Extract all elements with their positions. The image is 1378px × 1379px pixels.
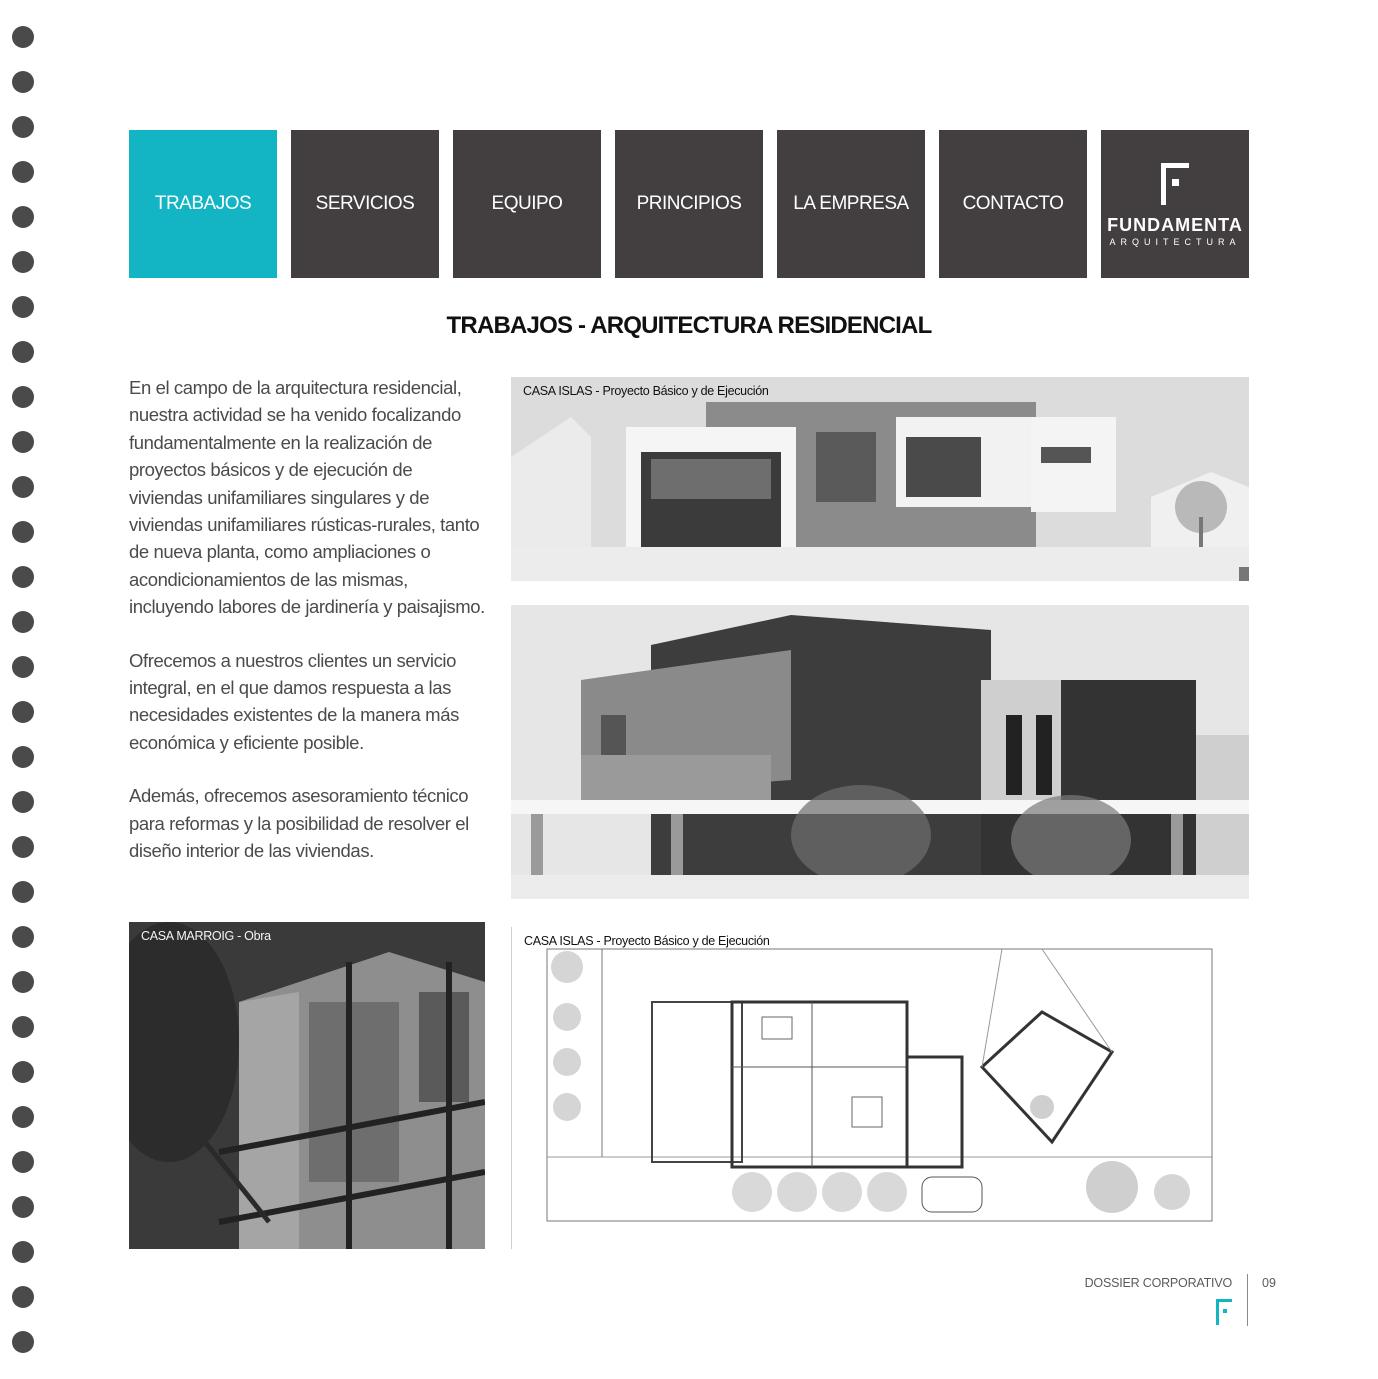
binding-hole [12, 1241, 34, 1263]
fundamenta-logo-icon [1157, 161, 1193, 207]
render-casa-islas-exterior [511, 377, 1249, 581]
binding-hole [12, 926, 34, 948]
binding-hole [12, 341, 34, 363]
binding-hole [12, 791, 34, 813]
binding-hole [12, 431, 34, 453]
logo-wordmark: FUNDAMENTA [1107, 215, 1243, 235]
binding-hole [12, 1061, 34, 1083]
binding-hole [12, 611, 34, 633]
brand-logo-tile[interactable] [1101, 130, 1249, 278]
binding-hole [12, 836, 34, 858]
render1-caption: CASA ISLAS - Proyecto Básico y de Ejecución [523, 384, 769, 398]
nav-tile-equipo[interactable]: EQUIPO [453, 130, 601, 278]
photo-casa-marroig-obra [129, 922, 485, 1249]
binding-hole [12, 521, 34, 543]
nav-tile-la-empresa[interactable]: LA EMPRESA [777, 130, 925, 278]
footer-divider [1247, 1274, 1248, 1326]
footer-logo-icon [1214, 1298, 1234, 1330]
paragraph-1: En el campo de la arquitectura residencial, nuestra actividad se ha venido focalizando fundamentalmente en la realización de proyectos básicos y de ejecución de viviendas unifamiliares singulares y de viviendas unifamiliares rústicas-rurales, tanto de nueva planta, como ampliaciones o acondicionamientos de las mismas, incluyendo labores de jardinería y paisajismo. [129, 377, 485, 618]
binding-hole [12, 71, 34, 93]
binding-hole [12, 1196, 34, 1218]
nav-tile-servicios[interactable]: SERVICIOS [291, 130, 439, 278]
page-number: 09 [1262, 1276, 1276, 1290]
render2-image [511, 605, 1249, 899]
floor-plan-image [512, 927, 1250, 1249]
binding-hole [12, 1016, 34, 1038]
binding-hole [12, 476, 34, 498]
footer-label: DOSSIER CORPORATIVO [1084, 1276, 1232, 1290]
binding-hole [12, 1151, 34, 1173]
binding-hole [12, 1331, 34, 1353]
page-title: TRABAJOS - ARQUITECTURA RESIDENCIAL [446, 312, 932, 339]
construction-photo-image [129, 922, 485, 1249]
binding-hole [12, 881, 34, 903]
binding-hole [12, 386, 34, 408]
render-dark-house [511, 605, 1249, 899]
render1-image [511, 377, 1249, 581]
floor-plan-casa-islas [511, 927, 1250, 1249]
binding-hole [12, 566, 34, 588]
paragraph-3: Además, ofrecemos asesoramiento técnico para reformas y la posibilidad de resolver el diseño interior de las viviendas. [129, 785, 469, 862]
plan-caption: CASA ISLAS - Proyecto Básico y de Ejecución [524, 934, 770, 948]
binding-hole [12, 701, 34, 723]
logo-subtitle: ARQUITECTURA [1109, 237, 1241, 247]
binding-hole [12, 746, 34, 768]
binding-hole [12, 1106, 34, 1128]
binding-hole [12, 206, 34, 228]
nav-tile-principios[interactable]: PRINCIPIOS [615, 130, 763, 278]
photo-caption: CASA MARROIG - Obra [141, 929, 271, 943]
binding-holes [12, 26, 34, 1376]
binding-hole [12, 971, 34, 993]
paragraph-2: Ofrecemos a nuestros clientes un servicio integral, en el que damos respuesta a las necesidades existentes de la manera más económica y eficiente posible. [129, 649, 459, 753]
nav-tile-trabajos[interactable]: TRABAJOS [129, 130, 277, 278]
binding-hole [12, 251, 34, 273]
binding-hole [12, 1286, 34, 1308]
nav-tile-contacto[interactable]: CONTACTO [939, 130, 1087, 278]
binding-hole [12, 161, 34, 183]
binding-hole [12, 656, 34, 678]
binding-hole [12, 26, 34, 48]
binding-hole [12, 116, 34, 138]
body-text [129, 374, 489, 891]
